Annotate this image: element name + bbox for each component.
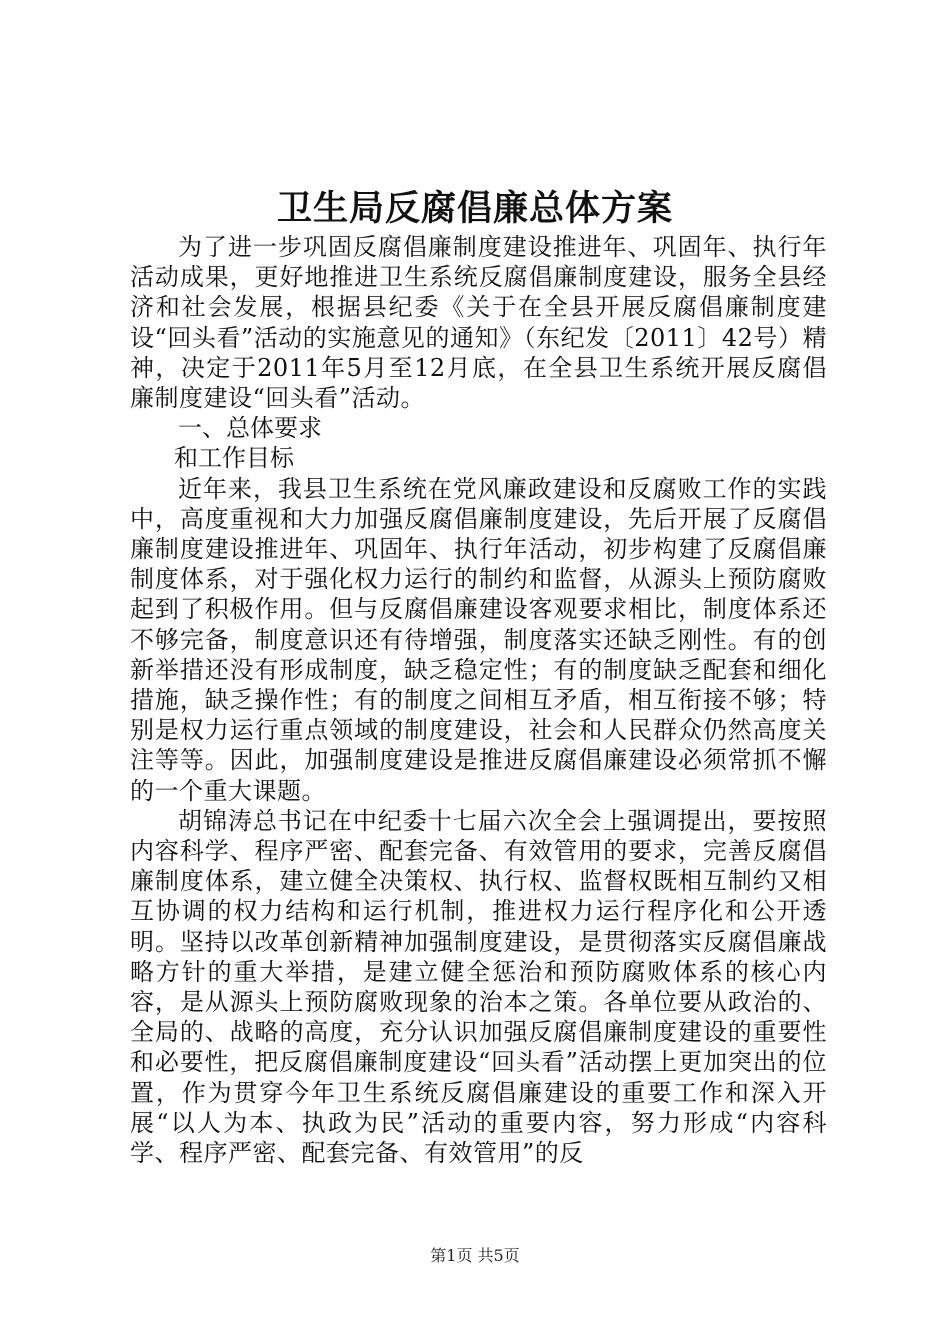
section-heading-continued: 和工作目标 — [174, 444, 294, 473]
paragraph-background: 近年来，我县卫生系统在党风廉政建设和反腐败工作的实践中，高度重视和大力加强反腐倡廉制度建设，先后开展了反腐倡廉制度建设推进年、巩固年、执行年活动，初步构建了反腐倡廉制度体系，对于强化权力运行的制约和监督，从源头上预防腐败起到了积极作用。但与反腐倡廉建设客观要求相比，制度体系还不够完备，制度意识还有待增强，制度落实还缺乏刚性。有的创新举措还没有形成制度，缺乏稳定性；有的制度缺乏配套和细化措施，缺乏操作性；有的制度之间相互矛盾，相互衔接不够；特别是权力运行重点领域的制度建设，社会和人民群众仍然高度关注等等。因此，加强制度建设是推进反腐倡廉建设必须常抓不懈的一个重大课题。 — [130, 474, 827, 805]
paragraph-directive: 胡锦涛总书记在中纪委十七届六次全会上强调提出，要按照内容科学、程序严密、配套完备、有效管用的要求，完善反腐倡廉制度体系，建立健全决策权、执行权、监督权既相互制约又相互协调的权力结构和运行机制，推进权力运行程序化和公开透明。坚持以改革创新精神加强制度建设，是贯彻落实反腐倡廉战略方针的重大举措，是建立健全惩治和预防腐败体系的核心内容，是从源头上预防腐败现象的治本之策。各单位要从政治的、全局的、战略的高度，充分认识加强反腐倡廉制度建设的重要性和必要性，把反腐倡廉制度建设“回头看”活动摆上更加突出的位置，作为贯穿今年卫生系统反腐倡廉建设的重要工作和深入开展“以人为本、执政为民”活动的重要内容，努力形成“内容科学、程序严密、配套完备、有效管用”的反 — [130, 806, 827, 1168]
document-title: 卫生局反腐倡廉总体方案 — [276, 188, 673, 229]
paragraph-intro: 为了进一步巩固反腐倡廉制度建设推进年、巩固年、执行年活动成果，更好地推进卫生系统反腐倡廉制度建设，服务全县经济和社会发展，根据县纪委《关于在全县开展反腐倡廉制度建设“回头看”活动的实施意见的通知》（东纪发〔2011〕42号）精神，决定于2011年5月至12月底，在全县卫生系统开展反腐倡廉制度建设“回头看”活动。 — [130, 233, 827, 413]
section-heading: 一、总体要求 — [178, 414, 322, 443]
document-body — [130, 232, 827, 1168]
page-footer: 第1页 共5页 — [430, 1246, 520, 1265]
